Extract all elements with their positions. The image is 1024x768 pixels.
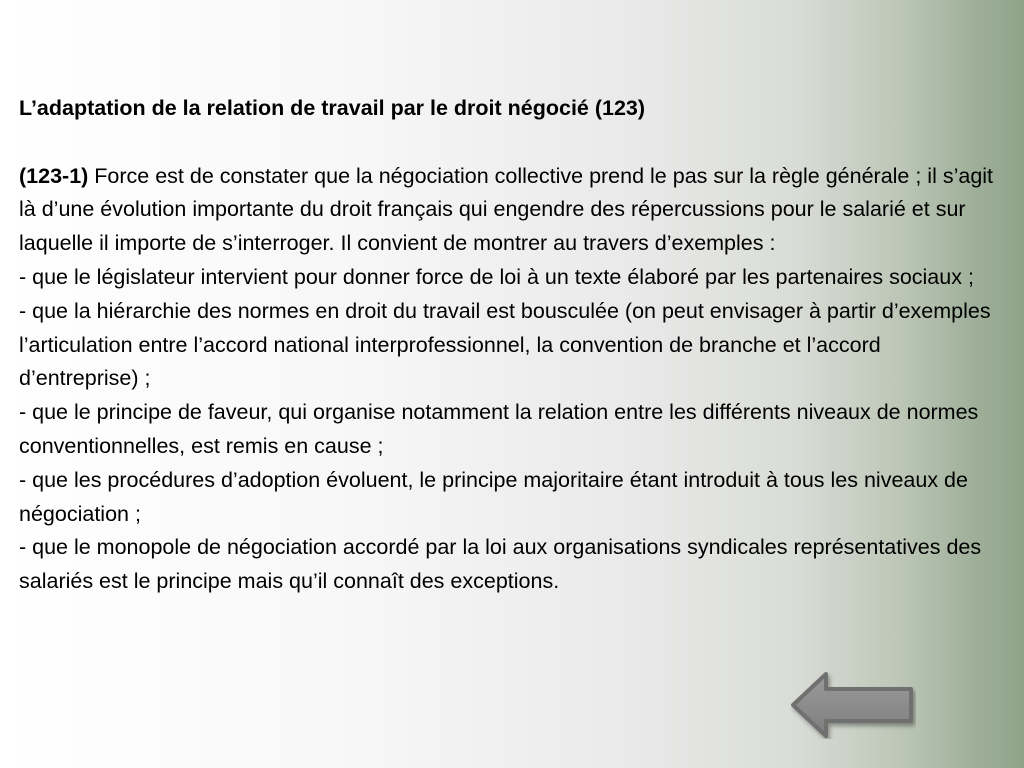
bullet-item-1: - que le législateur intervient pour donner force de loi à un texte élaboré par les partenaires sociaux ;	[19, 264, 974, 289]
left-arrow-icon	[790, 671, 916, 739]
intro-text: Force est de constater que la négociation collective prend le pas sur la règle générale ; il s’agit là d’une évolution importante du droit français qui engendre des répercussions pour le salarié et sur laquelle il importe de s’interroger. Il convient de montrer au travers d’exemples :	[19, 163, 994, 256]
intro-paragraph	[19, 160, 1004, 261]
bullet-item-4: - que les procédures d’adoption évoluent, le principe majoritaire étant introduit à tous les niveaux de négociation ;	[19, 467, 968, 526]
back-button[interactable]	[790, 671, 916, 739]
bullet-item-5: - que le monopole de négociation accordé par la loi aux organisations syndicales représentatives des salariés est le principe mais qu’il connaît des exceptions.	[19, 535, 982, 594]
slide-title: L’adaptation de la relation de travail par le droit négocié (123)	[19, 96, 646, 120]
bullet-item-2: - que la hiérarchie des normes en droit du travail est bousculée (on peut envisager à partir d’exemples l’articulation entre l’accord national interprofessionnel, la convention de branche et l’accord d’entreprise) ;	[19, 298, 991, 391]
bullet-item-3: - que le principe de faveur, qui organise notamment la relation entre les différents niveaux de normes conventionnelles, est remis en cause ;	[19, 400, 979, 458]
slide-content	[19, 92, 1004, 599]
section-number: (123-1)	[19, 163, 89, 188]
